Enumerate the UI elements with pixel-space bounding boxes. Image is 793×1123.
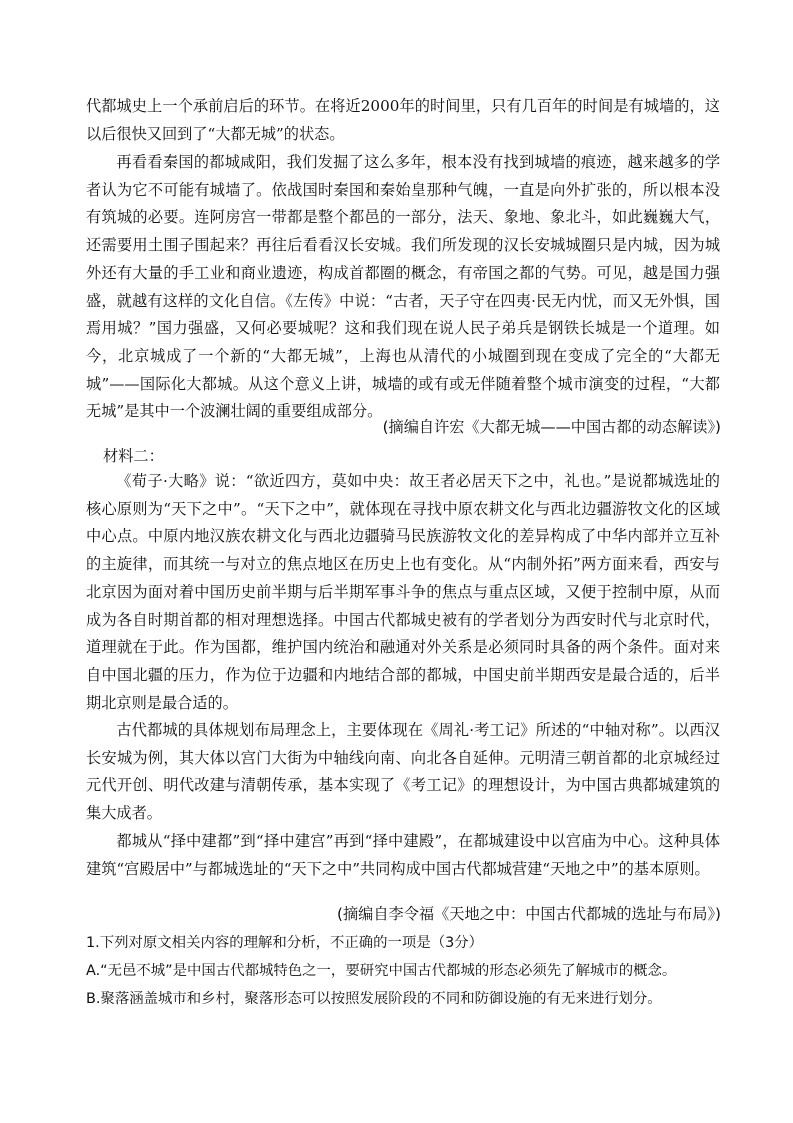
material2-paragraph-2: 古代都城的具体规划布局理念上，主要体现在《周礼·考工记》所述的“中轴对称”。以西汉长安城为例，其大体以宫门大街为中轴线向南、向北各自延伸。元明清三朝首都的北京城经过元代开创、明代改建与清朝传承，基本实现了《考工记》的理想设计，为中国古典都城建筑的集大成者。 — [86, 721, 720, 823]
material1-paragraph-main: 再看看秦国的都城咸阳，我们发掘了这么多年，根本没有找到城墙的痕迹，越来越多的学者认为它不可能有城墙了。依战国时秦国和秦始皇那种气魄，一直是向外扩张的，所以根本没有筑城的必要。连阿房宫一带都是整个都邑的一部分，法天、象地、象北斗，如此巍巍大气，还需要用土围子围起来？再往后看看汉长安城。我们所发现的汉长安城城圈只是内城，因为城外还有大量的手工业和商业遗迹，构成首都圈的概念，有帝国之都的气势。可见，越是国力强盛，就越有这样的文化自信。《左传》中说：“古者，天子守在四夷·民无内忧，而又无外惧，国焉用城？”国力强盛，又何必要城呢？这和我们现在说人民子弟兵是钢铁长城是一个道理。如今，北京城成了一个新的“大都无城”，上海也从清代的小城圈到现在变成了完全的“大都无城”——国际化大都城。从这个意义上讲，城墙的或有或无伴随着整个城市演变的过程，“大都无城”是其中一个波澜壮阔的重要组成部分。 — [86, 153, 720, 421]
question-1-stem: 1.下列对原文相关内容的理解和分析，不正确的一项是（3分） — [86, 935, 484, 951]
question-1-option-b: B.聚落涵盖城市和乡村，聚落形态可以按照发展阶段的不同和防御设施的有无来进行划分。 — [86, 991, 662, 1007]
material2-paragraph-1: 《荀子·大略》说：“欲近四方，莫如中央：故王者必居天下之中，礼也。”是说都城选址的核心原则为“天下之中”。“天下之中”，就体现在寻找中原农耕文化与西北边疆游牧文化的区域中心点。中原内地汉族农耕文化与西北边疆骑马民族游牧文化的差异构成了中华内部并立互补的主旋律，而其统一与对立的焦点地区在历史上也有变化。从“内制外拓”两方面来看，西安与北京因为面对着中国历史前半期与后半期军事斗争的焦点与重点区域，又便于控制中原，从而成为各自时期首都的相对理想选择。中国古代都城史被有的学者划分为西安时代与北京时代，道理就在于此。作为国都，维护国内统治和融通对外关系是必须同时具备的两个条件。面对来自中国北疆的压力，作为位于边疆和内地结合部的都城，中国史前半期西安是最合适的，后半期北京则是最合适的。 — [86, 472, 720, 712]
material1-paragraph-continued: 代都城史上一个承前启后的环节。在将近2000年的时间里，只有几百年的时间是有城墙的，这以后很快又回到了“大都无城”的状态。 — [86, 97, 720, 143]
material2-source: (摘编自李令福《天地之中：中国古代都城的选址与布局》) — [337, 905, 721, 923]
material2-label: 材料二： — [103, 447, 164, 465]
material1-source: (摘编自许宏《大都无城——中国古都的动态解读》) — [382, 418, 721, 436]
question-1-option-a: A.“无邑不城”是中国古代都城特色之一，要研究中国古代都城的形态必须先了解城市的概念。 — [86, 963, 677, 979]
material2-paragraph-3: 都城从“择中建都”到“择中建宫”再到“择中建殿”，在都城建设中以宫庙为中心。这种具体建筑“宫殿居中”与都城选址的“天下之中”共同构成中国古代都城营建“天地之中”的基本原则。 — [86, 832, 720, 878]
